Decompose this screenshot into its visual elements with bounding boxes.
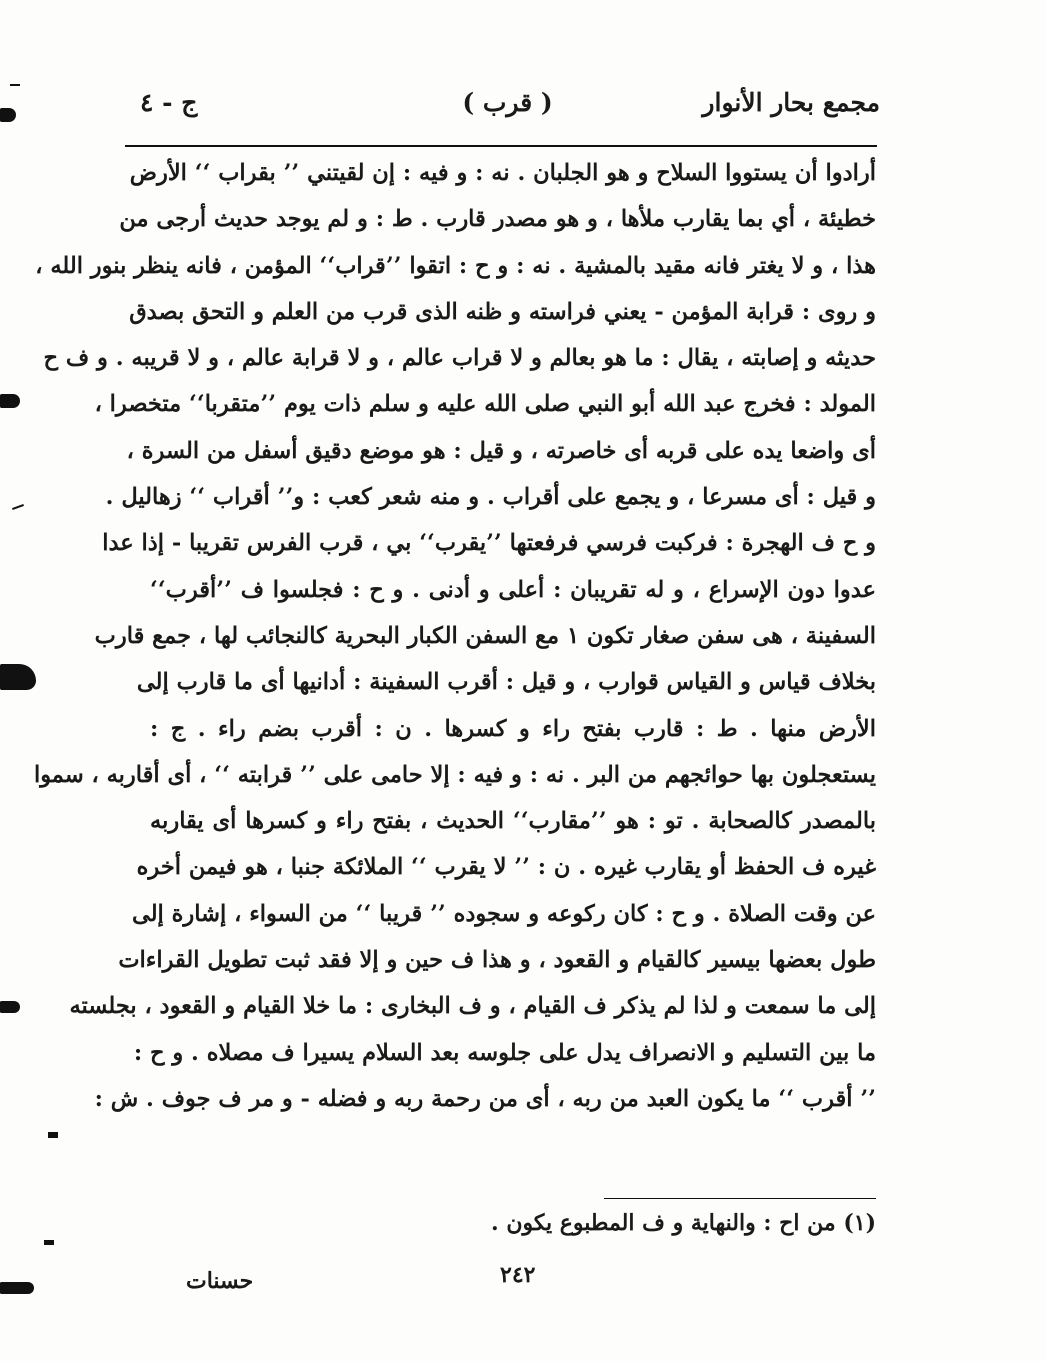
entry-heading: ( قرب ) [462,88,553,117]
footnote: (١) من اح : والنهاية و ف المطبوع يكون . [491,1210,876,1236]
scan-mark [10,84,20,86]
scan-mark [0,1001,20,1013]
footnote-rule [604,1198,876,1199]
body-text [33,150,876,1122]
scan-mark [0,1282,34,1294]
text-line: بالمصدر كالصحابة . تو : هو ’’مقارب‘‘ الحديث ، بفتح راء و كسرها أى يقاربه [150,808,876,835]
text-line: إلى ما سمعت و لذا لم يذكر ف القيام ، و ف البخارى : ما خلا القيام و القعود ، بجلسته [69,993,876,1020]
text-line: هذا ، و لا يغتر فانه مقيد بالمشية . نه : و ح : اتقوا ’’قراب‘‘ المؤمن ، فانه ينظر بنور الله ، [35,252,876,279]
signature-mark: حسنات [186,1268,254,1294]
volume-number: ج - ٤ [140,88,198,117]
text-line: ما بين التسليم و الانصراف يدل على جلوسه بعد السلام يسيرا ف مصلاه . و ح : [133,1039,876,1066]
text-line: أى واضعا يده على قربه أى خاصرته ، و قيل : هو موضع دقيق أسفل من السرة ، [126,437,876,464]
book-title: مجمع بحار الأنوار [702,88,880,117]
text-line: ’’ أقرب ‘‘ ما يكون العبد من ربه ، أى من رحمة ربه و فضله - و مر ف جوف . ش : [94,1085,876,1112]
text-line: أرادوا أن يستووا السلاح و هو الجلبان . نه : و فيه : إن لقيتني ’’ بقراب ‘‘ الأرض [129,160,876,186]
text-line: و روى : قرابة المؤمن - يعني فراسته و ظنه الذى قرب من العلم و التحق بصدق [129,298,876,325]
page-number: ٢٤٢ [500,1262,536,1288]
text-line: و قيل : أى مسرعا ، و يجمع على أقراب . و منه شعر كعب : و’’ أقراب ‘‘ زهاليل . [105,484,876,511]
scan-mark [44,1240,54,1245]
header-rule [125,145,877,147]
text-line: بخلاف قياس و القياس قوارب ، و قيل : أقرب السفينة : أدانيها أى ما قارب إلى [136,669,876,696]
text-line: يستعجلون بها حوائجهم من البر . نه : و فيه : إلا حامى على ’’ قرابته ‘‘ ، أى أقاربه ، سموا [33,761,876,788]
text-line: خطيئة ، أي بما يقارب ملأها ، و هو مصدر قارب . ط : و لم يوجد حديث أرجى من [119,206,876,233]
text-line: السفينة ، هى سفن صغار تكون ١ مع السفن الكبار البحرية كالنجائب لها ، جمع قارب [94,622,876,649]
text-line: غيره ف الحفظ أو يقارب غيره . ن : ’’ لا يقرب ‘‘ الملائكة جنبا ، هو فيمن أخره [136,854,876,881]
text-line: المولد : فخرج عبد الله أبو النبي صلى الله عليه و سلم ذات يوم ’’متقربا‘‘ متخصرا ، [94,391,876,418]
scan-mark [0,108,16,122]
page-header [135,82,880,132]
text-line: حديثه و إصابته ، يقال : ما هو بعالم و لا قراب عالم ، و لا قرابة عالم ، و لا قريبه . و ف ح [43,345,876,372]
scan-mark [48,1132,58,1138]
scan-mark [0,664,36,690]
text-line: عدوا دون الإسراع ، و له تقريبان : أعلى و أدنى . و ح : فجلسوا ف ’’أقرب‘‘ [150,576,876,603]
text-line: طول بعضها بيسير كالقيام و القعود ، و هذا ف حين و إلا فقد ثبت تطويل القراءات [118,947,876,974]
scan-mark [12,504,24,510]
scan-mark [0,394,20,408]
text-line: و ح ف الهجرة : فركبت فرسي فرفعتها ’’يقرب‘‘ بي ، قرب الفرس تقريبا - إذا عدا [102,530,876,557]
text-line: الأرض منها . ط : قارب بفتح راء و كسرها . ن : أقرب بضم راء . ج : [150,715,876,742]
text-line: عن وقت الصلاة . و ح : كان ركوعه و سجوده ’’ قريبا ‘‘ من السواء ، إشارة إلى [131,900,876,927]
